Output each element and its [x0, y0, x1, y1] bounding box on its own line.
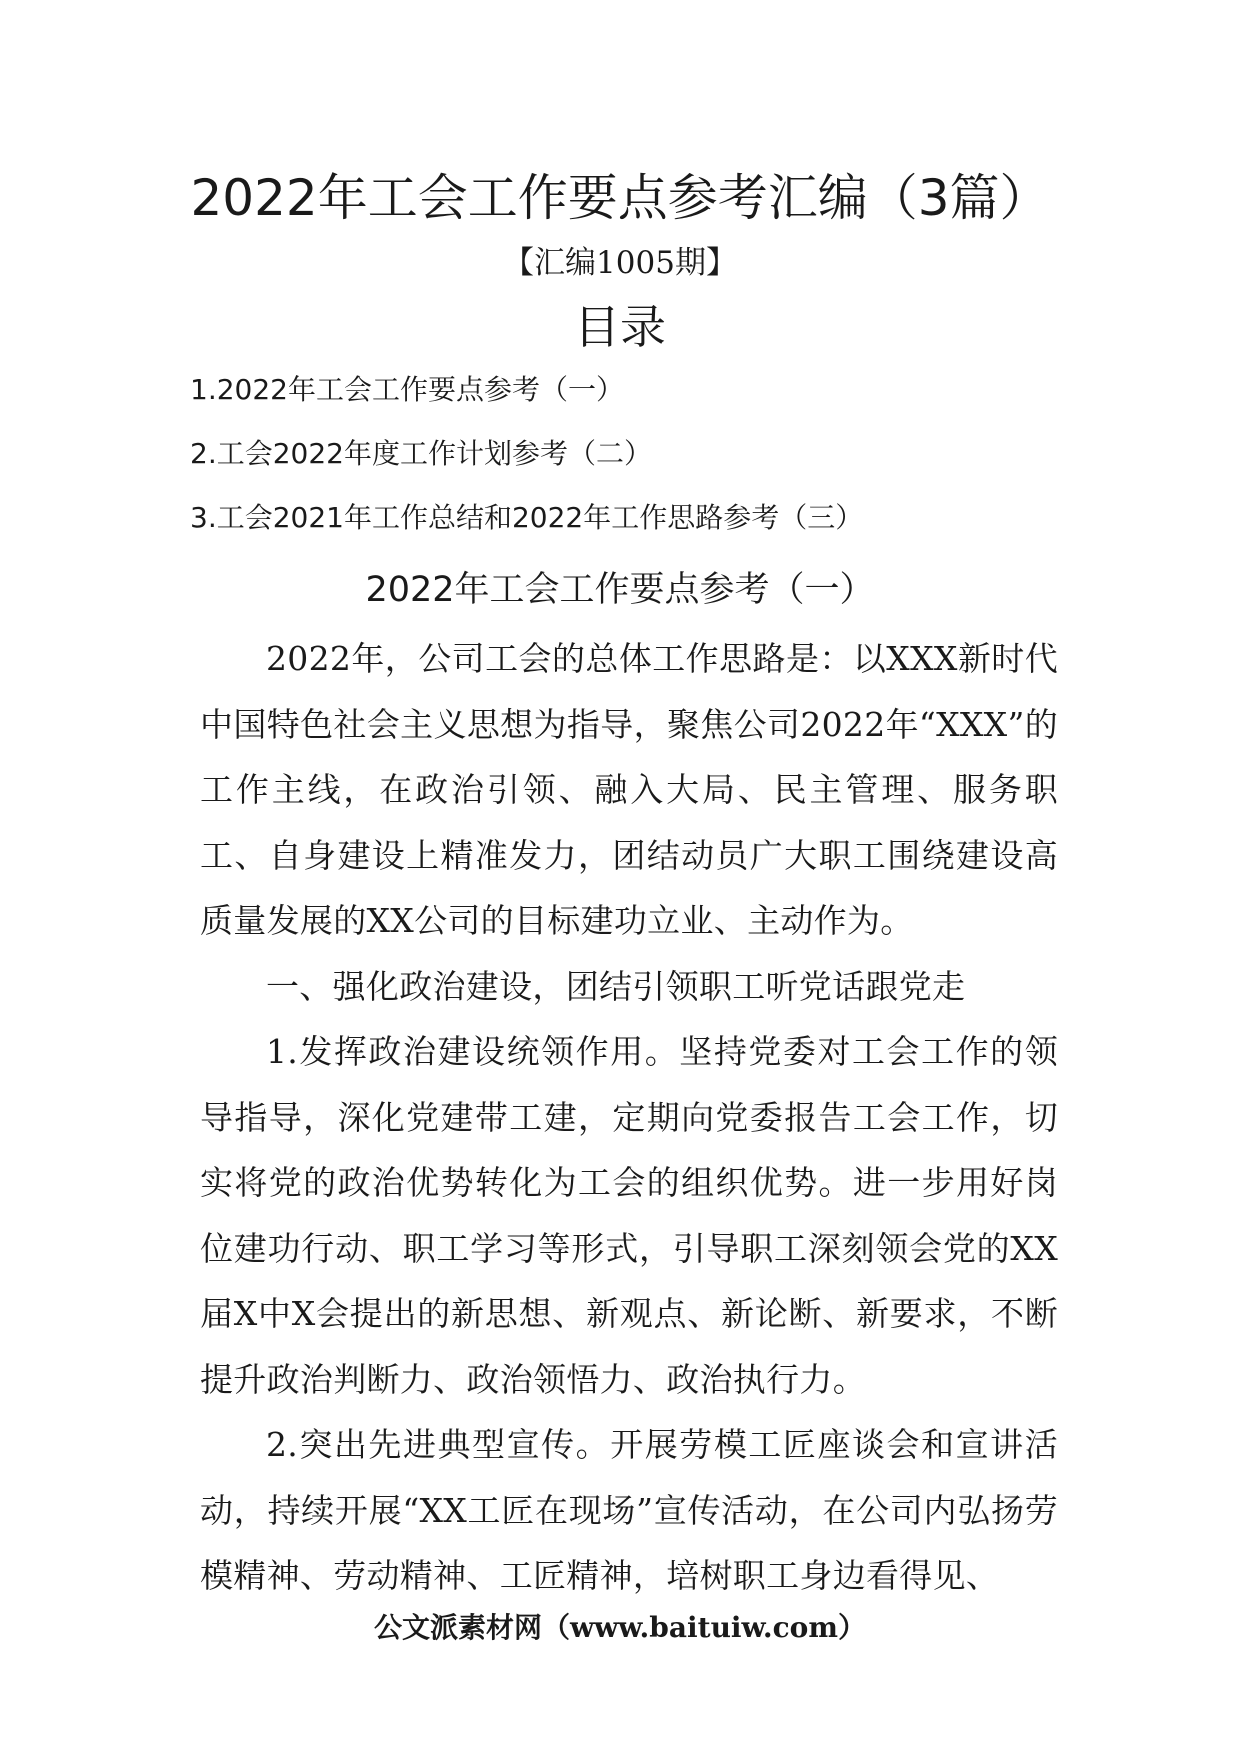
heading-section-one: 一、强化政治建设，团结引领职工听党话跟党走	[266, 966, 966, 1006]
table-of-contents	[190, 372, 1190, 564]
paragraph-item-1: 1.发挥政治建设统领作用。坚持党委对工会工作的领导指导，深化党建带工建，定期向党委报告工会工作，切实将党的政治优势转化为工会的组织优势。进一步用好岗位建功行动、职工学习等形式，引导职工深刻领会党的XX届X中X会提出的新思想、新观点、新论断、新要求，不断提升政治判断力、政治领悟力、政治执行力。	[200, 1032, 1058, 1399]
paragraph-intro: 2022年，公司工会的总体工作思路是：以XXX新时代中国特色社会主义思想为指导，聚焦公司2022年“XXX”的工作主线，在政治引领、融入大局、民主管理、服务职工、自身建设上精准发力，团结动员广大职工围绕建设高质量发展的XX公司的目标建功立业、主动作为。	[200, 639, 1058, 940]
paragraph-item-2: 2.突出先进典型宣传。开展劳模工匠座谈会和宣讲活动，持续开展“XX工匠在现场”宣传活动，在公司内弘扬劳模精神、劳动精神、工匠精神，培树职工身边看得见、	[200, 1425, 1058, 1595]
toc-item[interactable]: 3.工会2021年工作总结和2022年工作思路参考（三）	[190, 501, 864, 534]
body-text	[200, 626, 1058, 1609]
section-title: 2022年工会工作要点参考（一）	[365, 570, 875, 610]
issue-number: 【汇编1005期】	[503, 245, 737, 281]
footer-watermark: 公文派素材网（www.baituiw.com）	[374, 1611, 866, 1644]
toc-item[interactable]: 1.2022年工会工作要点参考（一）	[190, 373, 624, 406]
toc-heading: 目录	[574, 300, 666, 354]
toc-item[interactable]: 2.工会2022年度工作计划参考（二）	[190, 437, 652, 470]
document-title: 2022年工会工作要点参考汇编（3篇）	[190, 169, 1050, 227]
